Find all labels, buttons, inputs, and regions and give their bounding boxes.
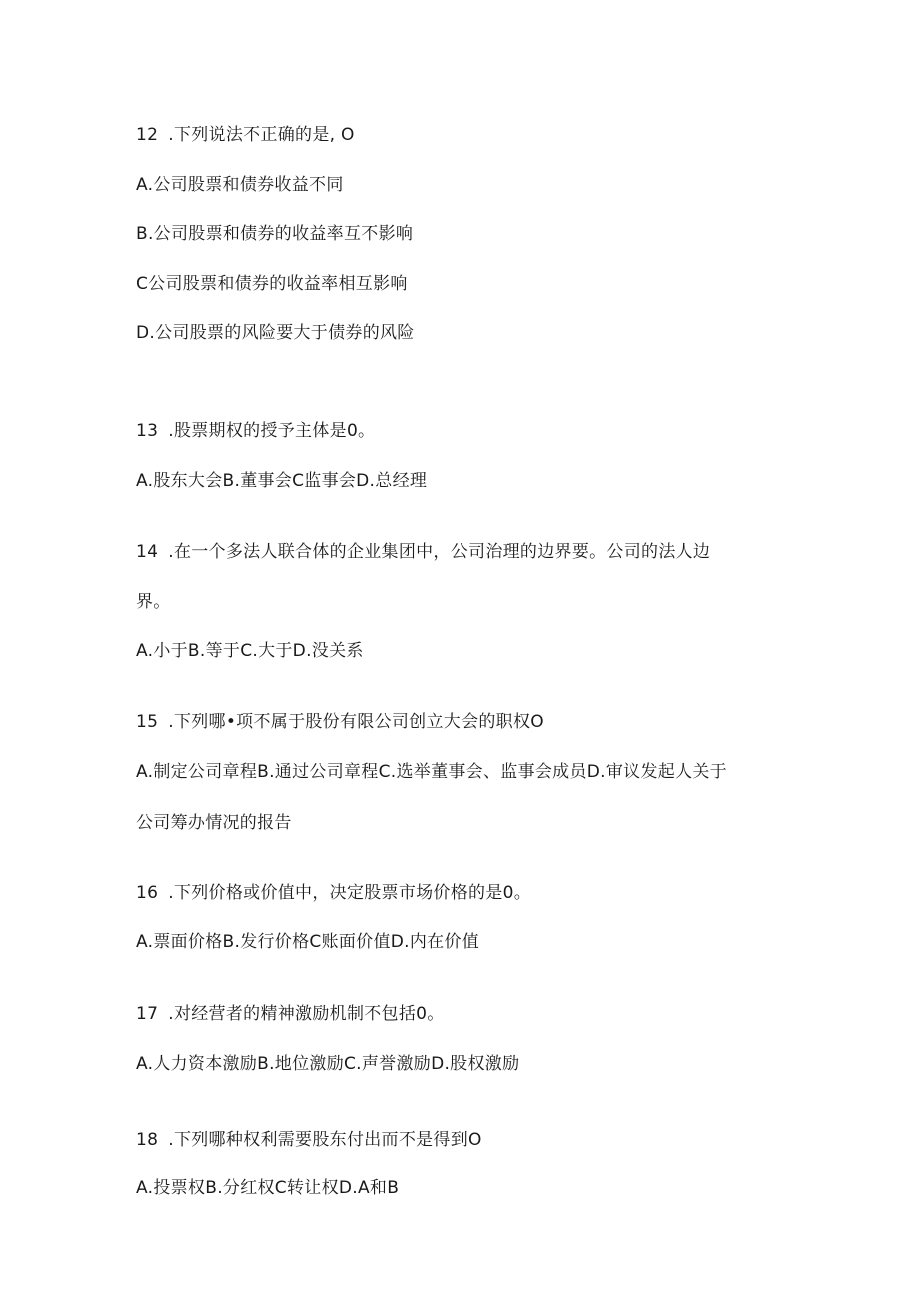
question-text: .下列价格或价值中，决定股票市场价格的是0。	[168, 883, 532, 903]
question-number: 13	[136, 421, 159, 441]
question-13-options: A.股东大会B.董事会C监事会D.总经理	[136, 471, 428, 491]
question-14-stem	[136, 541, 710, 563]
question-17-options: A.人力资本激励B.地位激励C.声誉激励D.股权激励	[136, 1054, 520, 1074]
question-15-options: A.制定公司章程B.通过公司章程C.选举董事会、监事会成员D.审议发起人关于	[136, 762, 727, 782]
question-14-options: A.小于B.等于C.大于D.没关系	[136, 641, 364, 661]
question-text: .下列哪•项不属于股份有限公司创立大会的职权O	[168, 712, 544, 732]
question-number: 15	[136, 712, 159, 732]
question-12-option-d: D.公司股票的风险要大于债券的风险	[136, 323, 415, 343]
question-15-stem	[136, 711, 544, 733]
question-12-option-b: B.公司股票和债券的收益率互不影响	[136, 224, 414, 244]
question-13-stem	[136, 420, 375, 442]
question-number: 14	[136, 542, 159, 562]
question-text: .在一个多法人联合体的企业集团中，公司治理的边界要。公司的法人边	[168, 542, 711, 562]
question-17-stem	[136, 1003, 445, 1025]
question-text: .对经营者的精神激励机制不包括0。	[168, 1004, 445, 1024]
question-number: 12	[136, 125, 159, 145]
question-number: 16	[136, 883, 159, 903]
question-16-stem	[136, 882, 531, 904]
question-14-stem-continuation: 界。	[136, 592, 171, 612]
question-18-options: A.投票权B.分红权C转让权D.A和B	[136, 1178, 400, 1198]
question-12-option-a: A.公司股票和债券收益不同	[136, 175, 344, 195]
question-number: 18	[136, 1130, 159, 1150]
question-12-option-c: C公司股票和债券的收益率相互影响	[136, 274, 408, 294]
question-18-stem	[136, 1129, 482, 1151]
question-text: .股票期权的授予主体是0。	[168, 421, 376, 441]
question-text: .下列哪种权利需要股东付出而不是得到O	[168, 1130, 482, 1150]
question-15-options-continuation: 公司筹办情况的报告	[136, 813, 292, 833]
question-12-stem	[136, 124, 355, 146]
question-text: .下列说法不正确的是, O	[168, 125, 355, 145]
question-number: 17	[136, 1004, 159, 1024]
question-16-options: A.票面价格B.发行价格C账面价值D.内在价值	[136, 932, 480, 952]
